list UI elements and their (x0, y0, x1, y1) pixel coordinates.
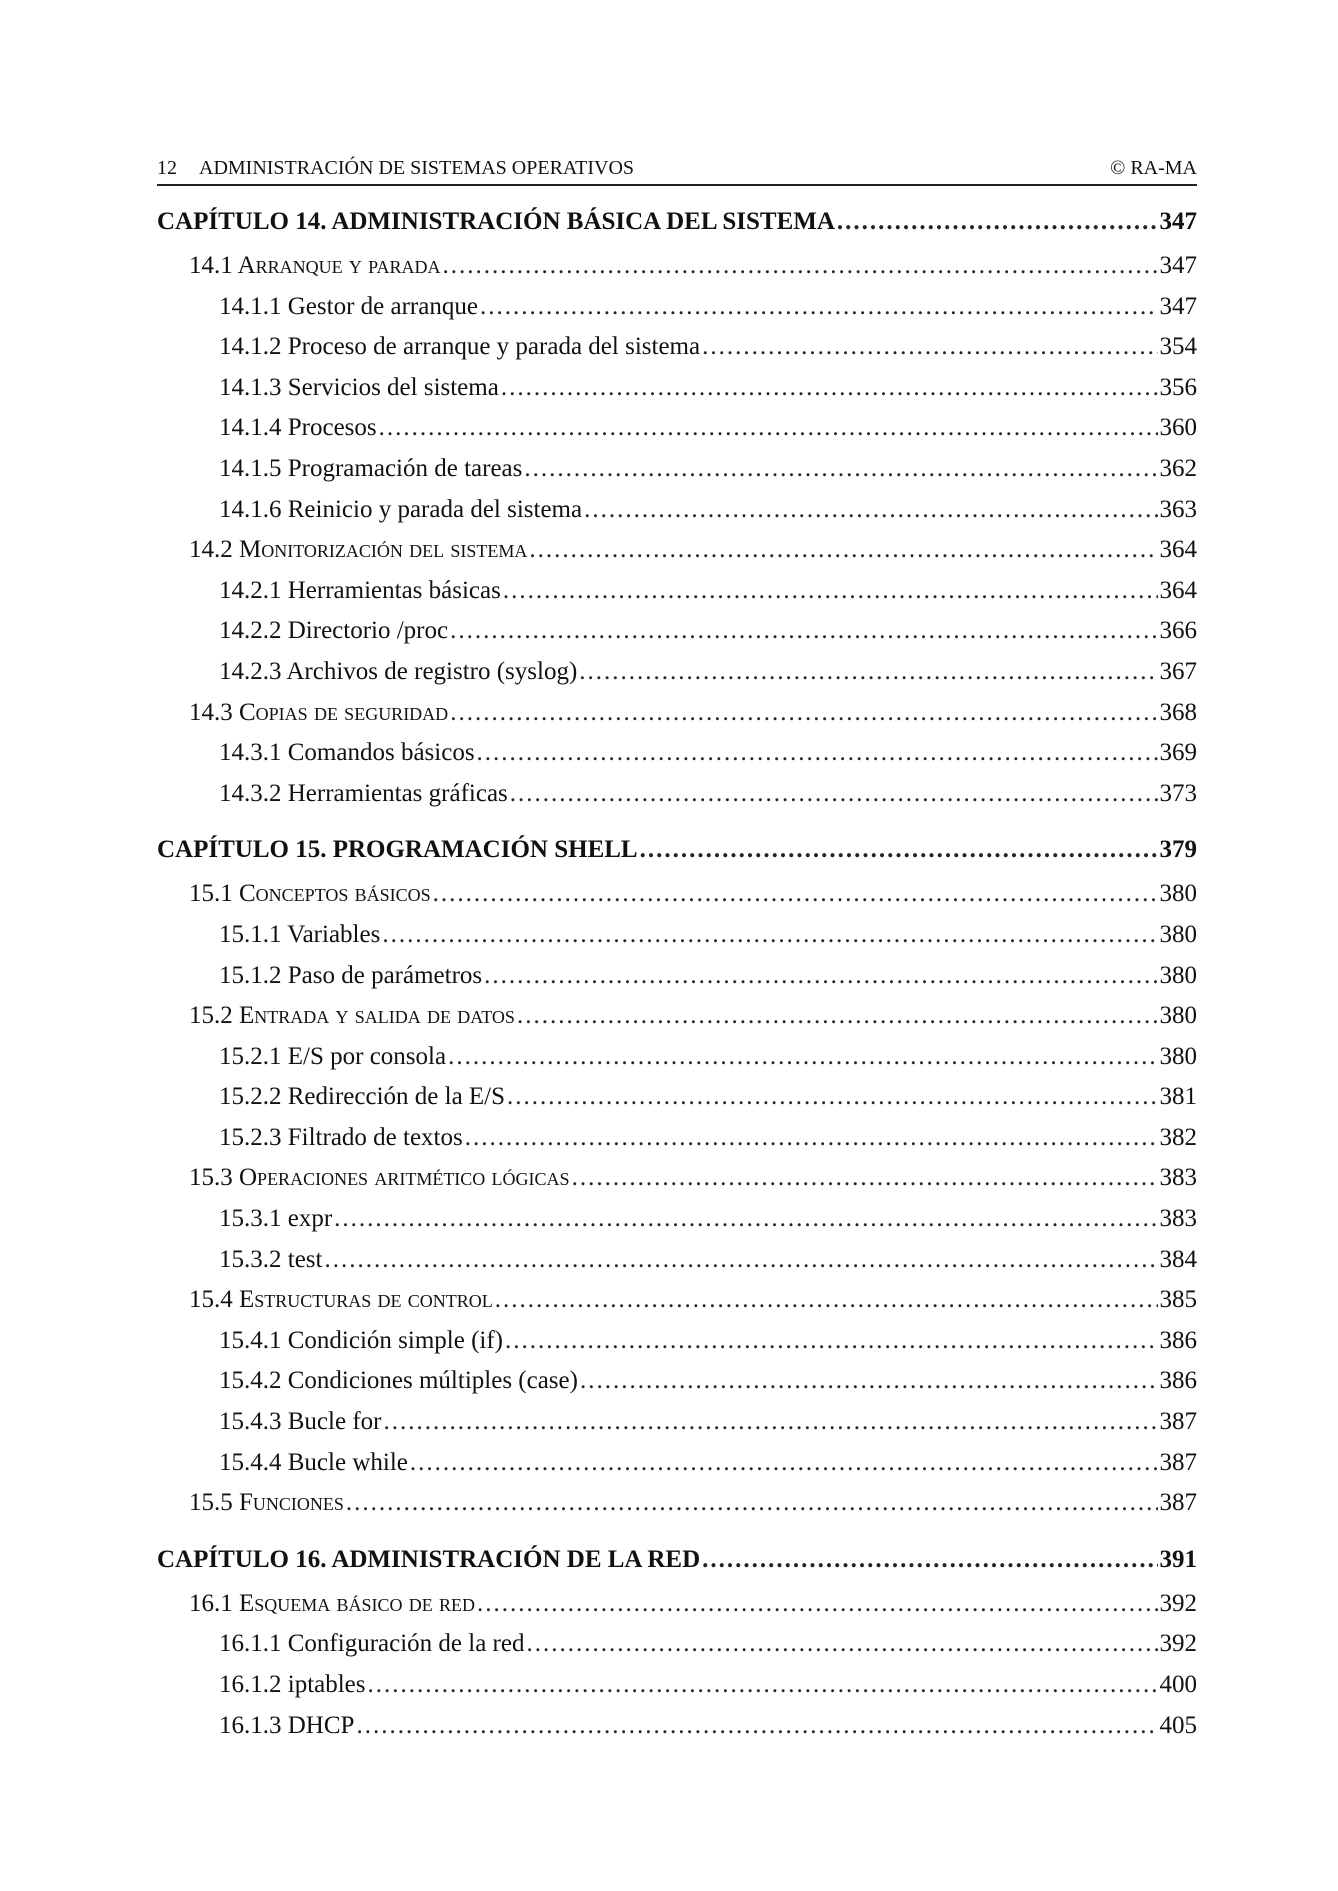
toc-page-number: 347 (1159, 208, 1197, 235)
toc-leader-dots (501, 374, 1158, 402)
toc-leader-dots (477, 1590, 1157, 1618)
toc-page-number: 364 (1159, 576, 1197, 604)
toc-page-number: 362 (1159, 454, 1197, 482)
toc-page-number: 382 (1159, 1123, 1197, 1151)
toc-subsection[interactable] (157, 1367, 1197, 1408)
header-left (157, 157, 634, 180)
toc-subsection[interactable] (157, 962, 1197, 1003)
toc-leader-dots (433, 880, 1158, 908)
toc-leader-dots (382, 921, 1157, 949)
toc-entry-title: 15.3.1 expr (219, 1205, 333, 1233)
toc-subsection[interactable] (157, 455, 1197, 496)
toc-page-number: 391 (1159, 1545, 1197, 1573)
toc-section[interactable] (157, 252, 1197, 293)
toc-subsection[interactable] (157, 577, 1197, 618)
toc-page-number: 386 (1159, 1367, 1197, 1395)
toc-entry-title: 14.1.1 Gestor de arranque (219, 292, 478, 320)
toc-page-number: 380 (1159, 1002, 1197, 1030)
toc-leader-dots (334, 1205, 1157, 1233)
toc-entry-title: 14.2 Monitorización del sistema (189, 536, 528, 564)
toc-page-number: 392 (1159, 1630, 1197, 1658)
toc-leader-dots (584, 496, 1157, 524)
toc-entry-title: 15.4.1 Condición simple (if) (219, 1326, 503, 1354)
toc-entry-title: 15.4 Estructuras de control (189, 1286, 493, 1314)
toc-subsection[interactable] (157, 921, 1197, 962)
toc-subsection[interactable] (157, 739, 1197, 780)
toc-entry-title: 14.2.2 Directorio /proc (219, 617, 449, 645)
toc-page-number: 380 (1159, 920, 1197, 948)
toc-leader-dots (517, 1002, 1158, 1030)
toc-page-number: 405 (1159, 1711, 1197, 1739)
toc-page-number: 381 (1159, 1083, 1197, 1111)
toc-subsection[interactable] (157, 780, 1197, 821)
toc-entry-title: 14.2.3 Archivos de registro (syslog) (219, 657, 578, 685)
toc-leader-dots (526, 1630, 1157, 1658)
toc-chapter[interactable] (157, 836, 1197, 880)
toc-subsection[interactable] (157, 1712, 1197, 1753)
toc-leader-dots (450, 617, 1157, 645)
toc-subsection[interactable] (157, 414, 1197, 455)
toc-subsection[interactable] (157, 658, 1197, 699)
toc-entry-title: 15.2.2 Redirección de la E/S (219, 1083, 506, 1111)
toc-page-number: 387 (1159, 1448, 1197, 1476)
toc-page-number: 383 (1159, 1164, 1197, 1192)
toc-leader-dots (480, 293, 1158, 321)
toc-entry-title: 14.1.3 Servicios del sistema (219, 373, 499, 401)
toc-page-number: 360 (1159, 414, 1197, 442)
toc-entry-title: 14.1.4 Procesos (219, 414, 377, 442)
toc-page-number: 373 (1159, 779, 1197, 807)
toc-entry-title: CAPÍTULO 15. PROGRAMACIÓN SHELL (157, 836, 638, 864)
toc-entry-title: 15.5 Funciones (189, 1489, 344, 1517)
toc-entry-title: 15.2.1 E/S por consola (219, 1042, 447, 1070)
toc-leader-dots (510, 780, 1158, 808)
toc-leader-dots (572, 1164, 1158, 1192)
toc-page-number: 368 (1159, 698, 1197, 726)
toc-page-number: 369 (1159, 739, 1197, 767)
toc-page-number: 364 (1159, 536, 1197, 564)
toc-chapter[interactable] (157, 1546, 1197, 1590)
toc-page-number: 367 (1159, 657, 1197, 685)
toc-section[interactable] (157, 1286, 1197, 1327)
toc-leader-dots (495, 1286, 1158, 1314)
toc-page-number: 387 (1159, 1489, 1197, 1517)
toc-subsection[interactable] (157, 1327, 1197, 1368)
toc-entry-title: 16.1 Esquema básico de red (189, 1589, 476, 1617)
toc-leader-dots (443, 252, 1158, 280)
toc-subsection[interactable] (157, 617, 1197, 658)
toc-page-number: 380 (1159, 880, 1197, 908)
toc-subsection[interactable] (157, 333, 1197, 374)
toc-entry-title: 14.3.2 Herramientas gráficas (219, 779, 508, 807)
toc-leader-dots (465, 1124, 1158, 1152)
toc-leader-dots (503, 577, 1158, 605)
toc-entry-title: CAPÍTULO 14. ADMINISTRACIÓN BÁSICA DEL SISTEMA (157, 208, 835, 235)
toc-leader-dots (448, 1043, 1157, 1071)
toc-page-number: 347 (1159, 292, 1197, 320)
toc-page-number: 366 (1159, 617, 1197, 645)
toc-entry-title: 15.3 Operaciones aritmético lógicas (189, 1164, 570, 1192)
toc-entry-title: 15.4.2 Condiciones múltiples (case) (219, 1367, 578, 1395)
page-number: 12 (157, 157, 177, 179)
toc-page-number: 354 (1159, 333, 1197, 361)
toc-subsection[interactable] (157, 1205, 1197, 1246)
toc-entry-title: 16.1.2 iptables (219, 1671, 366, 1698)
toc-page-number: 356 (1159, 373, 1197, 401)
toc-page-number: 379 (1159, 836, 1197, 864)
toc-entry-title: 14.1 Arranque y parada (189, 252, 441, 279)
toc-leader-dots (702, 1546, 1157, 1574)
toc-page-number: 392 (1159, 1589, 1197, 1617)
toc-subsection[interactable] (157, 1043, 1197, 1084)
toc-subsection[interactable] (157, 1630, 1197, 1671)
toc-subsection[interactable] (157, 1246, 1197, 1287)
toc-section[interactable] (157, 1489, 1197, 1530)
toc-page-number: 380 (1159, 1042, 1197, 1070)
toc-entry-title: 15.1.2 Paso de parámetros (219, 961, 483, 989)
toc-subsection[interactable] (157, 1083, 1197, 1124)
toc-leader-dots (640, 836, 1158, 864)
toc-leader-dots (580, 1367, 1158, 1395)
toc-section[interactable] (157, 1164, 1197, 1205)
toc-leader-dots (368, 1671, 1158, 1699)
toc-entry-title: 15.4.3 Bucle for (219, 1408, 382, 1436)
toc-chapter[interactable] (157, 208, 1197, 252)
toc-subsection[interactable] (157, 1671, 1197, 1712)
toc-leader-dots (450, 699, 1157, 727)
toc-subsection[interactable] (157, 374, 1197, 415)
toc-entry-title: 14.2.1 Herramientas básicas (219, 576, 501, 604)
toc-leader-dots (579, 658, 1157, 686)
toc-page-number: 384 (1159, 1245, 1197, 1273)
toc-entry-title: 14.1.2 Proceso de arranque y parada del sistema (219, 333, 701, 361)
toc-page-number: 363 (1159, 495, 1197, 523)
toc-entry-title: 15.2 Entrada y salida de datos (189, 1002, 515, 1030)
toc-page-number: 380 (1159, 961, 1197, 989)
toc-entry-title: 15.3.2 test (219, 1245, 323, 1273)
toc-section[interactable] (157, 699, 1197, 740)
toc-leader-dots (356, 1712, 1157, 1740)
toc-leader-dots (837, 208, 1158, 236)
toc-page-number: 385 (1159, 1286, 1197, 1314)
toc-subsection[interactable] (157, 1124, 1197, 1165)
toc-leader-dots (477, 739, 1158, 767)
toc-section[interactable] (157, 880, 1197, 921)
toc-page-number: 386 (1159, 1326, 1197, 1354)
toc-leader-dots (529, 536, 1157, 564)
toc-entry-title: 14.1.5 Programación de tareas (219, 454, 523, 482)
toc-entry-title: 14.1.6 Reinicio y parada del sistema (219, 495, 583, 523)
toc-leader-dots (484, 962, 1157, 990)
publisher: © RA-MA (1110, 157, 1197, 179)
toc-subsection[interactable] (157, 496, 1197, 537)
toc-page-number: 400 (1159, 1671, 1197, 1698)
toc-page-number: 347 (1159, 252, 1197, 279)
toc-entry-title: 15.1.1 Variables (219, 920, 381, 948)
toc-entry-title: 15.4.4 Bucle while (219, 1448, 408, 1476)
toc-section[interactable] (157, 1590, 1197, 1631)
toc-page-number: 387 (1159, 1408, 1197, 1436)
toc-subsection[interactable] (157, 293, 1197, 334)
page-header (157, 157, 1197, 186)
toc-page-number: 383 (1159, 1205, 1197, 1233)
table-of-contents (157, 208, 1197, 1752)
toc-leader-dots (505, 1327, 1158, 1355)
toc-leader-dots (524, 455, 1157, 483)
toc-leader-dots (346, 1489, 1158, 1517)
toc-entry-title: 14.3 Copias de seguridad (189, 698, 449, 726)
toc-leader-dots (383, 1408, 1157, 1436)
toc-leader-dots (702, 333, 1157, 361)
toc-leader-dots (507, 1083, 1157, 1111)
toc-leader-dots (324, 1246, 1157, 1274)
toc-entry-title: CAPÍTULO 16. ADMINISTRACIÓN DE LA RED (157, 1545, 701, 1573)
toc-entry-title: 16.1.3 DHCP (219, 1711, 355, 1739)
toc-entry-title: 14.3.1 Comandos básicos (219, 739, 475, 767)
toc-subsection[interactable] (157, 1449, 1197, 1490)
toc-subsection[interactable] (157, 1408, 1197, 1449)
toc-entry-title: 16.1.1 Configuración de la red (219, 1630, 525, 1658)
toc-section[interactable] (157, 536, 1197, 577)
toc-leader-dots (410, 1449, 1158, 1477)
toc-entry-title: 15.1 Conceptos básicos (189, 880, 431, 908)
book-title: ADMINISTRACIÓN DE SISTEMAS OPERATIVOS (199, 157, 635, 179)
toc-entry-title: 15.2.3 Filtrado de textos (219, 1123, 463, 1151)
toc-leader-dots (379, 414, 1158, 442)
toc-section[interactable] (157, 1002, 1197, 1043)
